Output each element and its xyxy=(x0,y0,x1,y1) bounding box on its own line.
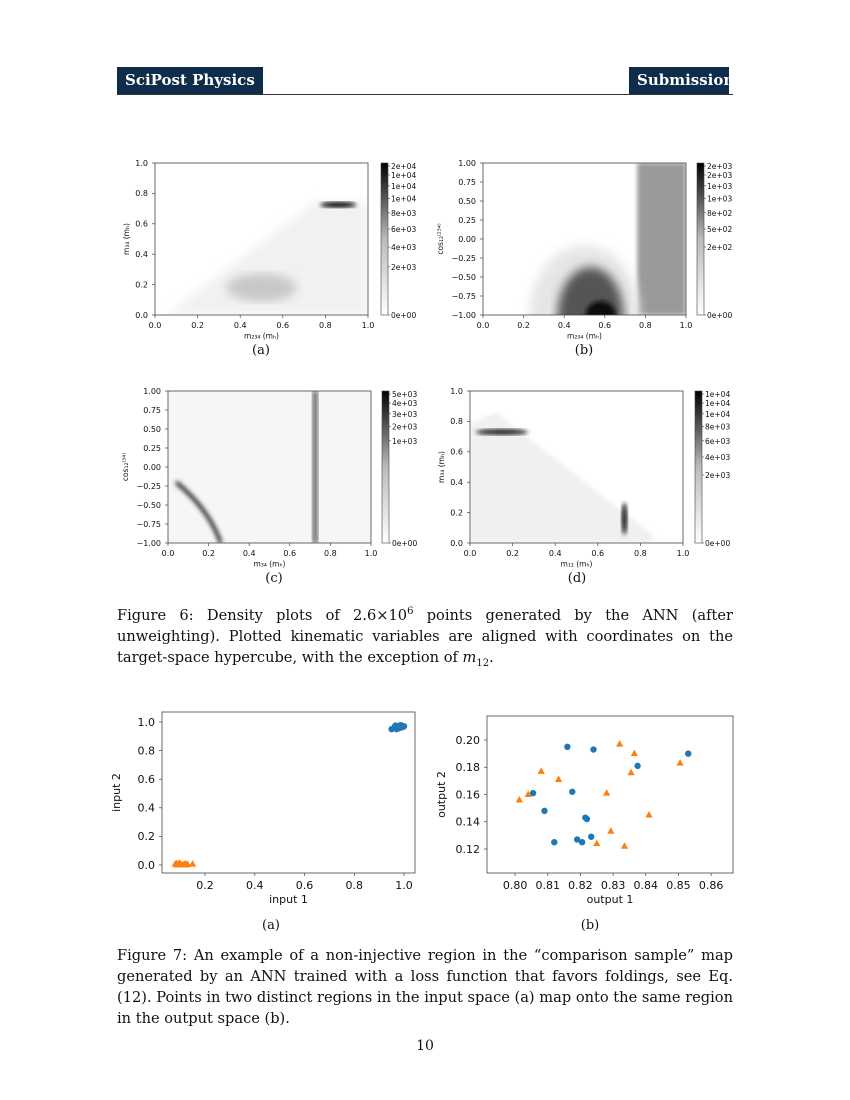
x-tick-label: 0.8 xyxy=(319,321,332,330)
colorbar-tick-label: 2e+03 xyxy=(391,262,417,272)
y-tick-label: 0.50 xyxy=(143,424,161,434)
plot-area xyxy=(530,163,687,385)
x-tick-label: 0.84 xyxy=(633,879,659,892)
x-tick-label: 0.2 xyxy=(191,321,204,330)
y-axis-label: cos₁₂⁽³⁴⁾ xyxy=(121,452,130,482)
x-tick-label: 0.2 xyxy=(196,879,214,892)
data-point xyxy=(551,839,557,845)
x-tick-label: 1.0 xyxy=(361,321,375,330)
data-point xyxy=(588,834,594,840)
colorbar-tick-label: 2e+03 xyxy=(392,422,418,432)
data-point xyxy=(555,776,562,783)
figure7-caption: Figure 7: An example of a non-injective region in the “comparison sample” map generated by an ANN trained with a loss function that favors foldings, see Eq. (12). Points in two distinct regions in the input space (a) map onto the same region in the output space (b). xyxy=(117,947,733,1027)
y-tick-label: −0.75 xyxy=(451,291,476,301)
y-tick-label: 0.4 xyxy=(450,478,463,487)
colorbar xyxy=(381,163,388,315)
colorbar-tick-label: 0e+00 xyxy=(392,539,418,548)
x-tick-label: 0.6 xyxy=(295,879,314,892)
y-tick-label: 0.75 xyxy=(143,405,161,415)
data-point xyxy=(564,744,570,750)
data-point xyxy=(538,767,545,774)
x-tick-label: 0.4 xyxy=(548,549,562,558)
colorbar-tick-label: 0e+00 xyxy=(705,539,731,548)
plot-area xyxy=(470,412,653,543)
axes-frame xyxy=(487,716,733,873)
y-tick-label: 1.00 xyxy=(143,386,161,396)
plot-area xyxy=(172,722,408,868)
y-tick-label: 0.2 xyxy=(450,508,463,518)
data-point xyxy=(397,722,403,728)
y-axis-label: output 2 xyxy=(435,771,448,818)
y-tick-label: 0.14 xyxy=(455,815,480,829)
data-point xyxy=(621,842,628,849)
fig7-sublabel-b: (b) xyxy=(580,918,600,933)
data-point xyxy=(631,750,638,757)
data-point xyxy=(616,740,623,747)
colorbar-tick-label: 1e+04 xyxy=(391,181,417,191)
data-point xyxy=(584,816,590,822)
y-tick-label: 0.8 xyxy=(135,189,148,199)
x-tick-label: 0.0 xyxy=(463,549,477,558)
data-point xyxy=(590,746,596,752)
x-tick-label: 0.4 xyxy=(233,321,247,330)
x-tick-label: 0.2 xyxy=(506,549,519,558)
x-tick-label: 0.4 xyxy=(246,879,264,892)
x-tick-label: 0.6 xyxy=(598,321,612,330)
density-streak xyxy=(476,429,528,435)
y-axis-label: m₃₄ (mₕ) xyxy=(122,223,131,255)
y-axis-label: input 2 xyxy=(110,773,123,812)
colorbar-tick-label: 2e+03 xyxy=(705,471,731,480)
journal-badge: SciPost Physics xyxy=(117,67,263,94)
fig7-sublabel-a: (a) xyxy=(262,918,280,933)
plot-area xyxy=(168,391,371,543)
x-tick-label: 0.85 xyxy=(666,879,691,892)
caption-text: points generated by the ANN (after unweighting). Plotted kinematic variables are aligned with coordinates on the target-space hypercube, with the exception of xyxy=(117,606,733,666)
colorbar-tick-label: 4e+03 xyxy=(391,243,417,252)
x-tick-label: 0.4 xyxy=(242,549,256,558)
data-point xyxy=(685,750,691,756)
colorbar-tick-label: 2e+03 xyxy=(707,171,733,180)
chart-6a xyxy=(122,159,416,341)
caption-exponent: 6 xyxy=(407,606,414,617)
x-axis-label: input 1 xyxy=(269,893,308,906)
x-tick-label: 0.8 xyxy=(324,549,337,558)
colorbar-tick-label: 1e+04 xyxy=(705,409,731,419)
x-tick-label: 1.0 xyxy=(679,321,693,330)
y-tick-label: 0.75 xyxy=(458,177,476,187)
data-point xyxy=(569,789,575,795)
x-tick-label: 0.0 xyxy=(148,321,162,330)
data-point xyxy=(541,808,547,814)
data-point xyxy=(189,860,196,867)
data-point xyxy=(579,839,585,845)
figure6-caption xyxy=(117,601,733,674)
colorbar-tick-label: 1e+03 xyxy=(707,194,733,204)
data-point xyxy=(593,840,600,847)
colorbar-tick-label: 2e+03 xyxy=(707,162,733,171)
density-background xyxy=(168,391,371,543)
x-tick-label: 0.4 xyxy=(557,321,571,330)
chart-6c xyxy=(121,387,417,569)
chart-7b xyxy=(435,716,733,906)
colorbar-tick-label: 8e+02 xyxy=(707,208,733,218)
colorbar-tick-label: 6e+03 xyxy=(705,436,731,446)
colorbar xyxy=(382,391,389,543)
colorbar-tick-label: 0e+00 xyxy=(391,311,417,320)
y-tick-label: −0.25 xyxy=(451,253,476,263)
x-axis-label: m₃₄ (mₕ) xyxy=(253,559,286,569)
x-tick-label: 0.8 xyxy=(345,879,364,892)
colorbar-tick-label: 1e+03 xyxy=(707,181,733,191)
colorbar-tick-label: 5e+03 xyxy=(392,390,418,399)
colorbar-tick-label: 0e+00 xyxy=(707,311,733,320)
y-tick-label: −1.00 xyxy=(451,310,476,320)
y-tick-label: −0.50 xyxy=(136,500,161,510)
x-tick-label: 0.81 xyxy=(535,879,561,892)
colorbar xyxy=(695,391,702,543)
chart-6d xyxy=(437,387,730,569)
data-point xyxy=(516,796,523,803)
y-tick-label: 1.00 xyxy=(458,158,476,168)
x-tick-label: 1.0 xyxy=(364,549,378,558)
data-point xyxy=(607,827,614,834)
axes-frame xyxy=(162,712,415,873)
y-tick-label: 0.16 xyxy=(455,788,480,802)
y-tick-label: −0.50 xyxy=(451,272,476,282)
y-tick-label: 0.0 xyxy=(137,858,155,872)
x-tick-label: 0.6 xyxy=(283,549,297,558)
colorbar-tick-label: 1e+04 xyxy=(705,399,731,408)
fig6-sublabel-a: (a) xyxy=(252,343,270,358)
data-point xyxy=(634,763,640,769)
caption-subscript: 12 xyxy=(476,657,490,669)
x-axis-label: output 1 xyxy=(586,893,634,906)
y-tick-label: 0.4 xyxy=(135,250,148,259)
data-point xyxy=(627,769,634,776)
y-tick-label: 0.2 xyxy=(135,280,148,290)
fig6-sublabel-c: (c) xyxy=(265,571,283,586)
chart-7a xyxy=(110,712,415,906)
colorbar-tick-label: 3e+03 xyxy=(392,409,418,419)
x-tick-label: 0.80 xyxy=(502,879,528,892)
page-number: 10 xyxy=(416,1038,434,1054)
x-tick-label: 0.82 xyxy=(568,879,593,892)
y-tick-label: 0.20 xyxy=(455,733,480,747)
y-tick-label: −0.25 xyxy=(136,481,161,491)
colorbar-tick-label: 1e+04 xyxy=(391,194,417,204)
y-tick-label: 0.4 xyxy=(137,801,155,815)
y-tick-label: 0.8 xyxy=(450,417,463,427)
x-tick-label: 0.83 xyxy=(600,879,626,892)
colorbar-tick-label: 1e+04 xyxy=(705,390,731,399)
x-tick-label: 0.2 xyxy=(202,549,215,558)
x-tick-label: 1.0 xyxy=(395,879,413,892)
y-tick-label: 0.50 xyxy=(458,196,476,206)
y-tick-label: 0.25 xyxy=(143,443,161,453)
colorbar-tick-label: 4e+03 xyxy=(705,453,731,462)
plot-area xyxy=(166,202,368,315)
x-tick-label: 1.0 xyxy=(676,549,690,558)
x-tick-label: 0.6 xyxy=(591,549,605,558)
density-streak xyxy=(621,503,627,535)
data-point xyxy=(645,811,652,818)
x-tick-label: 0.8 xyxy=(634,549,647,558)
y-tick-label: 0.00 xyxy=(458,234,476,244)
x-axis-label: m₁₂ (mₕ) xyxy=(560,559,593,569)
colorbar-tick-label: 8e+03 xyxy=(391,208,417,218)
caption-var: m xyxy=(462,648,477,666)
y-tick-label: 1.0 xyxy=(450,386,463,396)
density-peak xyxy=(320,202,356,208)
colorbar-tick-label: 2e+04 xyxy=(391,162,417,171)
density-line xyxy=(312,391,318,543)
colorbar-tick-label: 8e+03 xyxy=(705,422,731,432)
y-tick-label: 0.18 xyxy=(455,761,480,775)
colorbar-tick-label: 1e+03 xyxy=(392,436,418,446)
submission-badge: Submission xyxy=(629,67,729,94)
y-axis-label: m₃₄ (mₕ) xyxy=(437,451,446,483)
caption-text: Figure 6: Density plots of 2.6×10 xyxy=(117,606,408,624)
x-tick-label: 0.2 xyxy=(517,321,530,330)
y-tick-label: −0.75 xyxy=(136,519,161,529)
x-tick-label: 0.0 xyxy=(161,549,175,558)
caption-text: . xyxy=(489,648,494,666)
y-tick-label: −1.00 xyxy=(136,538,161,548)
y-axis-label: cos₁₂⁽²³⁴⁾ xyxy=(436,223,445,255)
colorbar-tick-label: 2e+02 xyxy=(707,243,733,252)
y-tick-label: 0.8 xyxy=(137,744,155,758)
density-blob xyxy=(227,274,297,302)
y-tick-label: 0.00 xyxy=(143,462,161,472)
colorbar-tick-label: 4e+03 xyxy=(392,399,418,408)
y-tick-label: 0.25 xyxy=(458,215,476,225)
x-tick-label: 0.8 xyxy=(639,321,652,330)
y-tick-label: 0.6 xyxy=(137,773,155,787)
y-tick-label: 1.0 xyxy=(137,715,155,729)
y-tick-label: 1.0 xyxy=(135,158,148,168)
x-tick-label: 0.6 xyxy=(276,321,290,330)
x-axis-label: m₂₃₄ (mₕ) xyxy=(567,331,602,341)
y-tick-label: 0.6 xyxy=(135,219,148,229)
x-axis-label: m₂₃₄ (mₕ) xyxy=(244,331,279,341)
fig6-sublabel-b: (b) xyxy=(574,343,594,358)
y-tick-label: 0.6 xyxy=(450,447,463,457)
data-point xyxy=(676,759,683,766)
colorbar-tick-label: 5e+02 xyxy=(707,225,733,234)
colorbar-tick-label: 1e+04 xyxy=(391,171,417,180)
x-tick-label: 0.0 xyxy=(476,321,490,330)
colorbar-tick-label: 6e+03 xyxy=(391,225,417,234)
x-tick-label: 0.86 xyxy=(698,879,724,892)
y-tick-label: 0.2 xyxy=(137,830,155,844)
y-tick-label: 0.12 xyxy=(455,842,480,856)
plot-area xyxy=(516,740,692,849)
data-point xyxy=(603,789,610,796)
fig6-sublabel-d: (d) xyxy=(567,571,587,586)
density-band xyxy=(637,163,686,315)
y-tick-label: 0.0 xyxy=(135,310,148,320)
colorbar xyxy=(697,163,704,315)
y-tick-label: 0.0 xyxy=(450,538,463,548)
